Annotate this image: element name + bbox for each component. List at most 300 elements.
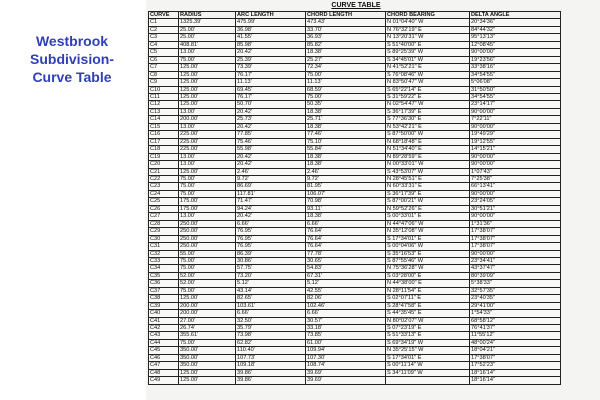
radius-cell: 75.00' [179,183,236,190]
radius-cell: 250.00' [179,220,236,227]
delta-angle-cell: 18°16'14" [470,377,561,384]
radius-cell: 225.00' [179,146,236,153]
curve-cell: C7 [149,64,179,71]
curve-cell: C15 [149,123,179,130]
delta-angle-cell: 18°04'21" [470,347,561,354]
arc-length-cell: 117.81' [236,190,306,197]
curve-cell: C27 [149,213,179,220]
table-row [149,213,561,220]
arc-length-cell: 85.98' [236,41,306,48]
arc-length-cell: 20.42' [236,49,306,56]
header-chord-length: CHORD LENGTH [306,12,386,19]
curve-cell: C26 [149,205,179,212]
curve-cell: C8 [149,71,179,78]
table-row [149,168,561,175]
radius-cell: 55.00' [179,250,236,257]
delta-angle-cell: 11°55'12" [470,332,561,339]
radius-cell: 26.74' [179,325,236,332]
radius-cell: 250.00' [179,228,236,235]
curve-cell: C39 [149,302,179,309]
arc-length-cell: 82.65' [236,295,306,302]
arc-length-cell: 109.18' [236,362,306,369]
chord-bearing-cell: S 51°33'13" E [386,332,470,339]
table-row [149,362,561,369]
table-row [149,64,561,71]
arc-length-cell: 86.69' [236,183,306,190]
chord-bearing-cell: N 13°20'31" W [386,34,470,41]
arc-length-cell: 71.47' [236,198,306,205]
radius-cell: 225.00' [179,131,236,138]
arc-length-cell: 73.98' [236,332,306,339]
delta-angle-cell: 34°54'55" [470,93,561,100]
chord-length-cell: 30.57' [306,317,386,324]
curve-cell: C40 [149,310,179,317]
chord-bearing-cell: S 77°36'30" E [386,116,470,123]
radius-cell: 408.81' [179,41,236,48]
arc-length-cell: 475.99' [236,19,306,26]
arc-length-cell: 86.39' [236,250,306,257]
table-row [149,250,561,257]
header-row [149,12,561,19]
radius-cell: 13.00' [179,108,236,115]
curve-cell: C6 [149,56,179,63]
arc-length-cell: 103.61' [236,302,306,309]
caption-label [4,32,140,86]
arc-length-cell: 41.55' [236,34,306,41]
chord-bearing-cell: S 51°40'00" E [386,41,470,48]
arc-length-cell: 35.79' [236,325,306,332]
arc-length-cell: 110.40' [236,347,306,354]
arc-length-cell: 57.75' [236,265,306,272]
curve-cell: C16 [149,131,179,138]
delta-angle-cell: 90°00'00" [470,123,561,130]
curve-cell: C11 [149,93,179,100]
delta-angle-cell: 17°52'23" [470,362,561,369]
chord-length-cell: 72.34' [306,64,386,71]
curve-cell: C36 [149,280,179,287]
table-row [149,369,561,376]
table-row [149,34,561,41]
delta-angle-cell: 23°14'17" [470,101,561,108]
chord-bearing-cell: S 87°00'21" W [386,198,470,205]
delta-angle-cell: 1°54'33" [470,310,561,317]
radius-cell: 52.00' [179,272,236,279]
chord-bearing-cell: N 76°32'19" E [386,26,470,33]
delta-angle-cell: 43°37'47" [470,265,561,272]
chord-bearing-cell: S 28°47'58" E [386,302,470,309]
delta-angle-cell: 33°38'16" [470,64,561,71]
delta-angle-cell: 5°38'33" [470,280,561,287]
arc-length-cell: 5.12' [236,280,306,287]
chord-bearing-cell: S 34°11'09" W [386,369,470,376]
arc-length-cell: 43.14' [236,287,306,294]
radius-cell: 75.00' [179,190,236,197]
chord-length-cell: 106.07' [306,190,386,197]
delta-angle-cell: 34°54'55" [470,71,561,78]
chord-bearing-cell: N 51°34'40" E [386,146,470,153]
table-row [149,205,561,212]
arc-length-cell: 76.95' [236,235,306,242]
arc-length-cell: 20.42' [236,161,306,168]
chord-bearing-cell: N 02°54'47" W [386,101,470,108]
curve-cell: C44 [149,339,179,346]
chord-length-cell: 55.84' [306,146,386,153]
chord-bearing-cell: S 76°08'46" W [386,71,470,78]
curve-cell: C37 [149,287,179,294]
arc-length-cell: 25.73' [236,116,306,123]
arc-length-cell: 69.45' [236,86,306,93]
chord-length-cell: 18.38' [306,153,386,160]
delta-angle-cell: 90°00'00" [470,190,561,197]
table-row [149,235,561,242]
delta-angle-cell: 7°25'38" [470,175,561,182]
chord-length-cell: 77.46' [306,131,386,138]
delta-angle-cell: 12°08'45" [470,41,561,48]
table-row [149,377,561,384]
radius-cell: 250.00' [179,243,236,250]
arc-length-cell: 2.46' [236,168,306,175]
curve-cell: C42 [149,325,179,332]
curve-cell: C5 [149,49,179,56]
table-row [149,310,561,317]
chord-bearing-cell: N 35°12'08" W [386,228,470,235]
arc-length-cell: 73.39' [236,64,306,71]
table-row [149,243,561,250]
chord-length-cell: 77.78' [306,250,386,257]
radius-cell: 125.00' [179,377,236,384]
chord-length-cell: 33.18' [306,325,386,332]
chord-bearing-cell: S 65°22'14" E [386,86,470,93]
chord-bearing-cell: N 75°36'28" W [386,265,470,272]
table-row [149,265,561,272]
delta-angle-cell: 76°41'37" [470,325,561,332]
chord-bearing-cell: N 60°33'31" E [386,183,470,190]
radius-cell: 75.00' [179,175,236,182]
arc-length-cell: 20.42' [236,123,306,130]
radius-cell: 125.00' [179,295,236,302]
radius-cell: 75.00' [179,339,236,346]
arc-length-cell: 76.95' [236,243,306,250]
curve-cell: C46 [149,354,179,361]
delta-angle-cell: 17°38'07" [470,354,561,361]
chord-length-cell: 76.64' [306,243,386,250]
chord-bearing-cell: S 03°28'00" E [386,272,470,279]
radius-cell: 13.00' [179,153,236,160]
header-curve: CURVE [149,12,179,19]
table-row [149,287,561,294]
table-body [149,19,561,384]
chord-length-cell: 30.65' [306,257,386,264]
chord-bearing-cell: S 00°11'14" W [386,362,470,369]
chord-bearing-cell: N 28°45'51" E [386,175,470,182]
chord-length-cell: 5.12' [306,280,386,287]
table-row [149,79,561,86]
table-row [149,161,561,168]
curve-cell: C48 [149,369,179,376]
curve-table-document [146,0,600,400]
caption-line-2: Subdivision- [30,51,114,67]
arc-length-cell: 32.50' [236,317,306,324]
table-row [149,41,561,48]
chord-length-cell: 85.82' [306,41,386,48]
table-row [149,347,561,354]
table-row [149,101,561,108]
delta-angle-cell: 5°06'08" [470,79,561,86]
radius-cell: 350.00' [179,362,236,369]
radius-cell: 75.00' [179,265,236,272]
arc-length-cell: 107.73' [236,354,306,361]
chord-bearing-cell: S 00°33'01" E [386,213,470,220]
radius-cell: 125.00' [179,101,236,108]
arc-length-cell: 30.86' [236,257,306,264]
radius-cell: 25.00' [179,26,236,33]
chord-bearing-cell: S 43°53'07" W [386,168,470,175]
chord-length-cell: 33.70' [306,26,386,33]
arc-length-cell: 9.72' [236,175,306,182]
table-row [149,19,561,26]
curve-cell: C49 [149,377,179,384]
table-row [149,93,561,100]
table-row [149,108,561,115]
arc-length-cell: 20.42' [236,153,306,160]
chord-bearing-cell: S 34°45'01" W [386,56,470,63]
chord-bearing-cell: S 31°59'22" E [386,93,470,100]
delta-angle-cell: 48°00'24" [470,339,561,346]
delta-angle-cell: 68°58'12" [470,317,561,324]
header-arc-length: ARC LENGTH [236,12,306,19]
chord-length-cell: 73.85' [306,332,386,339]
radius-cell: 125.00' [179,369,236,376]
table-row [149,302,561,309]
table-row [149,183,561,190]
delta-angle-cell: 19°49'29" [470,131,561,138]
chord-length-cell: 11.13' [306,79,386,86]
delta-angle-cell: 17°38'07" [470,228,561,235]
chord-bearing-cell: N 00°33'01" W [386,161,470,168]
radius-cell: 75.00' [179,287,236,294]
chord-bearing-cell: S 07°23'19" E [386,325,470,332]
table-row [149,153,561,160]
delta-angle-cell: 90°00'00" [470,250,561,257]
curve-cell: C29 [149,228,179,235]
chord-bearing-cell: N 28°11'54" E [386,287,470,294]
curve-cell: C1 [149,19,179,26]
table-row [149,123,561,130]
curve-cell: C12 [149,101,179,108]
chord-bearing-cell: N 68°18'48" E [386,138,470,145]
curve-cell: C24 [149,190,179,197]
table-row [149,354,561,361]
chord-length-cell: 18.38' [306,108,386,115]
delta-angle-cell: 66°13'41" [470,183,561,190]
table-row [149,138,561,145]
delta-angle-cell: 17°38'07" [470,235,561,242]
delta-angle-cell: 80°39'09" [470,272,561,279]
table-row [149,175,561,182]
arc-length-cell: 76.95' [236,228,306,235]
chord-length-cell: 75.00' [306,71,386,78]
curve-cell: C3 [149,34,179,41]
arc-length-cell: 36.98' [236,26,306,33]
delta-angle-cell: 1°31'36" [470,220,561,227]
table-row [149,228,561,235]
curve-cell: C21 [149,168,179,175]
curve-cell: C10 [149,86,179,93]
radius-cell: 52.00' [179,280,236,287]
chord-length-cell: 18.38' [306,161,386,168]
radius-cell: 13.00' [179,161,236,168]
chord-bearing-cell: S 69°34'19" W [386,339,470,346]
radius-cell: 175.00' [179,198,236,205]
table-row [149,220,561,227]
radius-cell: 200.00' [179,310,236,317]
chord-length-cell: 82.06' [306,295,386,302]
chord-length-cell: 70.98' [306,198,386,205]
table-row [149,71,561,78]
curve-cell: C41 [149,317,179,324]
table-row [149,131,561,138]
chord-bearing-cell: N 80°02'07" W [386,317,470,324]
radius-cell: 250.00' [179,235,236,242]
chord-length-cell: 67.31' [306,272,386,279]
chord-bearing-cell: S 87°55'46" W [386,257,470,264]
chord-length-cell: 9.72' [306,175,386,182]
arc-length-cell: 76.17' [236,71,306,78]
chord-bearing-cell: N 44°38'00" E [386,280,470,287]
delta-angle-cell: 84°44'32" [470,26,561,33]
arc-length-cell: 11.13' [236,79,306,86]
curve-table [148,11,561,385]
curve-cell: C31 [149,243,179,250]
table-row [149,295,561,302]
delta-angle-cell: 23°34'41" [470,257,561,264]
curve-cell: C4 [149,41,179,48]
radius-cell: 125.00' [179,79,236,86]
header-radius: RADIUS [179,12,236,19]
chord-length-cell: 25.27' [306,56,386,63]
delta-angle-cell: 90°00'00" [470,153,561,160]
curve-cell: C38 [149,295,179,302]
radius-cell: 13.00' [179,123,236,130]
chord-bearing-cell: S 87°50'00" W [386,131,470,138]
chord-length-cell: 42.55' [306,287,386,294]
curve-cell: C34 [149,265,179,272]
table-row [149,272,561,279]
chord-bearing-cell: S 02°07'11" E [386,295,470,302]
radius-cell: 27.00' [179,317,236,324]
delta-angle-cell: 14°15'21" [470,146,561,153]
delta-angle-cell: 23°40'35" [470,295,561,302]
arc-length-cell: 25.39' [236,56,306,63]
arc-length-cell: 75.46' [236,138,306,145]
radius-cell: 350.00' [179,347,236,354]
chord-length-cell: 81.95' [306,183,386,190]
chord-length-cell: 108.74' [306,362,386,369]
curve-cell: C14 [149,116,179,123]
chord-bearing-cell: N 01°04'40" W [386,19,470,26]
caption-line-1: Westbrook [35,33,109,49]
chord-length-cell: 61.00' [306,339,386,346]
table-row [149,26,561,33]
table-row [149,332,561,339]
radius-cell: 125.00' [179,86,236,93]
chord-length-cell: 25.71' [306,116,386,123]
chord-bearing-cell: N 44°47'06" W [386,220,470,227]
radius-cell: 350.00' [179,354,236,361]
curve-cell: C20 [149,161,179,168]
delta-angle-cell: 90°00'00" [470,161,561,168]
header-chord-bearing: CHORD BEARING [386,12,470,19]
radius-cell: 355.61' [179,332,236,339]
radius-cell: 225.00' [179,138,236,145]
curve-cell: C33 [149,257,179,264]
delta-angle-cell: 30°51'21" [470,205,561,212]
radius-cell: 175.00' [179,205,236,212]
chord-length-cell: 18.38' [306,213,386,220]
curve-cell: C13 [149,108,179,115]
arc-length-cell: 20.42' [236,108,306,115]
delta-angle-cell: 90°00'00" [470,213,561,220]
chord-bearing-cell: S 35°16'53" E [386,250,470,257]
curve-cell: C18 [149,146,179,153]
chord-bearing-cell: S 44°35'45" E [386,310,470,317]
table-row [149,86,561,93]
curve-cell: C30 [149,235,179,242]
table-row [149,198,561,205]
delta-angle-cell: 23°24'05" [470,198,561,205]
delta-angle-cell: 90°00'00" [470,49,561,56]
radius-cell: 13.00' [179,49,236,56]
delta-angle-cell: 20°34'36" [470,19,561,26]
chord-length-cell: 75.10' [306,138,386,145]
chord-length-cell: 76.64' [306,235,386,242]
chord-length-cell: 93.11' [306,205,386,212]
chord-length-cell: 107.30' [306,354,386,361]
chord-bearing-cell [386,377,470,384]
chord-length-cell: 102.46' [306,302,386,309]
arc-length-cell: 20.42' [236,213,306,220]
table-row [149,280,561,287]
arc-length-cell: 55.98' [236,146,306,153]
radius-cell: 125.00' [179,64,236,71]
table-row [149,56,561,63]
curve-cell: C47 [149,362,179,369]
radius-cell: 13.00' [179,213,236,220]
curve-cell: C9 [149,79,179,86]
radius-cell: 75.00' [179,257,236,264]
chord-length-cell: 39.69' [306,377,386,384]
delta-angle-cell: 90°00'00" [470,108,561,115]
chord-length-cell: 68.59' [306,86,386,93]
curve-cell: C45 [149,347,179,354]
curve-cell: C22 [149,175,179,182]
chord-bearing-cell: N 59°52'26" E [386,205,470,212]
arc-length-cell: 50.70' [236,101,306,108]
chord-bearing-cell: S 36°17'39" E [386,108,470,115]
chord-length-cell: 18.38' [306,123,386,130]
chord-bearing-cell: N 41°52'21" E [386,64,470,71]
arc-length-cell: 77.85' [236,131,306,138]
radius-cell: 125.00' [179,93,236,100]
delta-angle-cell: 19°23'56" [470,56,561,63]
curve-cell: C35 [149,272,179,279]
arc-length-cell: 76.17' [236,93,306,100]
delta-angle-cell: 95°13'13" [470,34,561,41]
arc-length-cell: 94.24' [236,205,306,212]
table-row [149,325,561,332]
curve-cell: C43 [149,332,179,339]
delta-angle-cell: 19°12'55" [470,138,561,145]
